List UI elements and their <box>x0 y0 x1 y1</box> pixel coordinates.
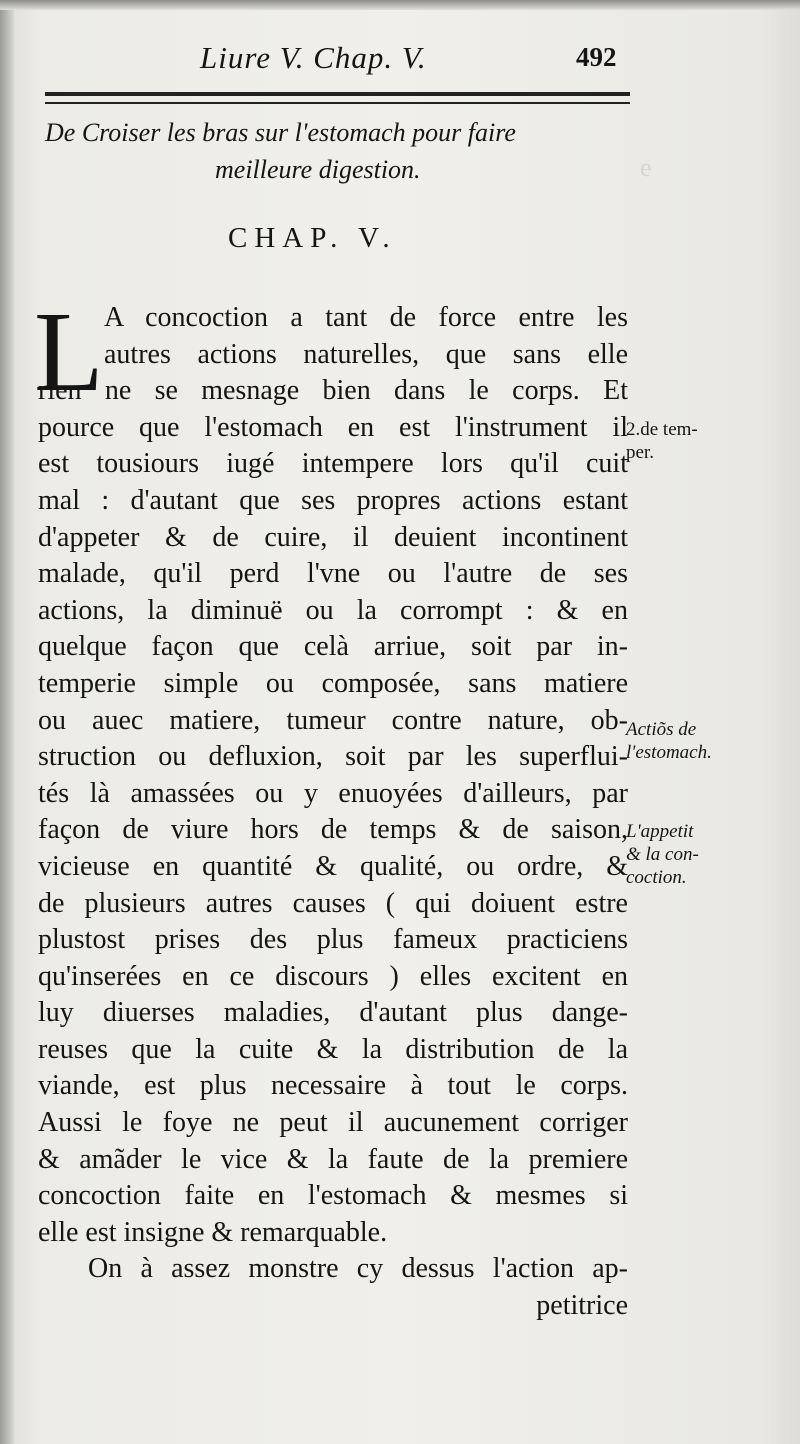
show-through-text: e <box>640 153 652 182</box>
running-head: Liure V. Chap. V. <box>200 40 427 75</box>
text-line: est tousiours iugé intempere lors qu'il cuit <box>38 448 628 480</box>
margin-note-line: L'appetit <box>626 821 694 842</box>
text-line: malade, qu'il perd l'vne ou l'autre de ses <box>38 558 628 590</box>
margin-note-line: l'estomach. <box>626 742 712 763</box>
header-rule <box>45 92 630 96</box>
margin-note-line: per. <box>626 442 654 463</box>
margin-note <box>626 718 746 764</box>
text-line: elle est insigne & remarquable. <box>38 1216 388 1248</box>
text-line: On à assez monstre cy dessus l'action ap- <box>88 1253 628 1285</box>
text-line: concoction faite en l'estomach & mesmes si <box>38 1180 628 1212</box>
section-title <box>45 114 635 188</box>
section-title-line: De Croiser les bras sur l'estomach pour faire <box>45 118 516 147</box>
page-binding-shadow <box>0 0 14 1444</box>
margin-note-line: 2.de tem- <box>626 419 698 440</box>
text-line: tés là amassées ou y enuoyées d'ailleurs, par <box>38 777 628 809</box>
text-line: mal : d'autant que ses propres actions estant <box>38 484 628 516</box>
text-line: quelque façon que celà arriue, soit par in- <box>38 631 628 663</box>
margin-note-line: & la con- <box>626 844 699 865</box>
text-line: Aussi le foye ne peut il aucunement corriger <box>38 1107 628 1139</box>
text-line: struction ou defluxion, soit par les superflui- <box>38 741 628 773</box>
text-line: ou auec matiere, tumeur contre nature, ob- <box>38 704 628 736</box>
text-line: façon de viure hors de temps & de saison, <box>38 814 628 846</box>
section-title-line: meilleure digestion. <box>215 155 421 184</box>
text-line: A concoction a tant de force entre les <box>104 302 628 333</box>
text-line: actions, la diminuë ou la corrompt : & en <box>38 594 628 626</box>
text-line: vicieuse en quantité & qualité, ou ordre, & <box>38 850 628 882</box>
body-text <box>38 300 628 1325</box>
text-line: qu'inserées en ce discours ) elles excitent en <box>38 960 628 992</box>
drop-cap: L <box>34 288 104 415</box>
page-top-shadow <box>0 0 800 10</box>
text-line: pource que l'estomach en est l'instrument il <box>38 411 628 443</box>
text-line: reuses que la cuite & la distribution de la <box>38 1033 628 1065</box>
text-line: autres actions naturelles, que sans elle <box>104 338 628 370</box>
page-number: 492 <box>576 42 617 72</box>
text-line: plustost prises des plus fameux practiciens <box>38 924 628 956</box>
text-line: temperie simple ou composée, sans matiere <box>38 667 628 699</box>
text-line: de plusieurs autres causes ( qui doiuent estre <box>38 887 628 919</box>
catchword: petitrice <box>536 1290 628 1322</box>
margin-note-line: Actiõs de <box>626 719 697 740</box>
text-line: viande, est plus necessaire à tout le corps. <box>38 1070 628 1102</box>
text-line: & amãder le vice & la faute de la premiere <box>38 1143 628 1175</box>
margin-note <box>626 820 746 889</box>
margin-note <box>626 418 746 464</box>
text-line: d'appeter & de cuire, il deuient incontinent <box>38 521 628 553</box>
text-line: luy diuerses maladies, d'autant plus dange- <box>38 997 628 1029</box>
margin-note-line: coction. <box>626 867 687 888</box>
chapter-heading: CHAP. V. <box>228 222 397 254</box>
text-line: rien ne se mesnage bien dans le corps. Et <box>38 375 628 407</box>
header-rule-thin <box>45 102 630 104</box>
